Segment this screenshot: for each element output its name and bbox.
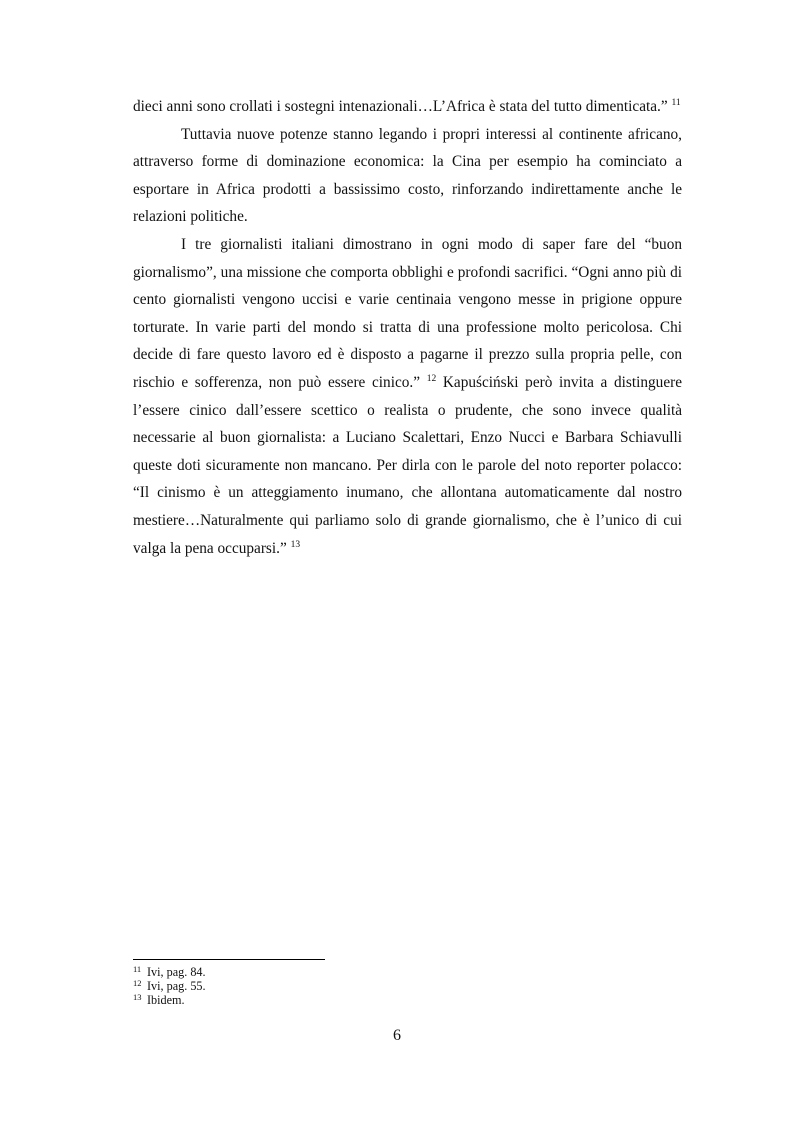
footnote-number: 11 xyxy=(133,964,142,974)
paragraph-text: Kapuściński però invita a distinguere l’essere cinico dall’essere scettico o realista o prudente, che sono invece qualità necessarie al buon giornalista: a Luciano Scalettari, Enzo Nucci e Barbara Schiavulli queste doti sicuramente non mancano. Per dirla con le parole del noto reporter polacco: “Il cinismo è un atteggiamento inumano, che allontana automaticamente dal nostro mestiere…Naturalmente qui parliamo solo di grande giornalismo, che è l’unico di cui valga la pena occuparsi.” xyxy=(133,373,682,557)
paragraph-text: dieci anni sono crollati i sostegni intenazionali…L’Africa è stata del tutto dimenticata.” xyxy=(133,98,672,115)
footnote xyxy=(133,993,206,1007)
footnote-text: Ibidem. xyxy=(147,993,185,1007)
page-number: 6 xyxy=(393,1027,401,1044)
paragraph-text: I tre giornalisti italiani dimostrano in ogni modo di saper fare del “buon giornalismo”, una missione che comporta obblighi e profondi sacrifici. “Ogni anno più di cento giornalisti vengono uccisi e varie centinaia vengono messe in prigione oppure torturate. In varie parti del mondo si tratta di una professione molto pericolosa. Chi decide di fare questo lavoro ed è disposto a pagarne il prezzo sulla propria pelle, con rischio e sofferenza, non può essere cinico.” xyxy=(133,235,682,391)
footnote-number: 12 xyxy=(133,978,142,988)
paragraph xyxy=(133,231,682,562)
footnote-text: Ivi, pag. 55. xyxy=(147,979,206,993)
footnotes xyxy=(133,965,206,1007)
footnote-reference: 12 xyxy=(426,373,437,384)
paragraph xyxy=(133,93,682,121)
body-text xyxy=(133,93,682,562)
paragraph xyxy=(133,121,682,231)
footnote-text: Ivi, pag. 84. xyxy=(147,965,206,979)
paragraph-text: Tuttavia nuove potenze stanno legando i propri interessi al continente africano, attraverso forme di dominazione economica: la Cina per esempio ha cominciato a esportare in Africa prodotti a bassissimo costo, rinforzando indirettamente anche le relazioni politiche. xyxy=(133,125,682,226)
footnote-number: 13 xyxy=(133,992,142,1002)
footnote-separator xyxy=(133,959,325,960)
footnote-reference: 13 xyxy=(290,539,301,550)
footnote-reference: 11 xyxy=(671,98,681,108)
